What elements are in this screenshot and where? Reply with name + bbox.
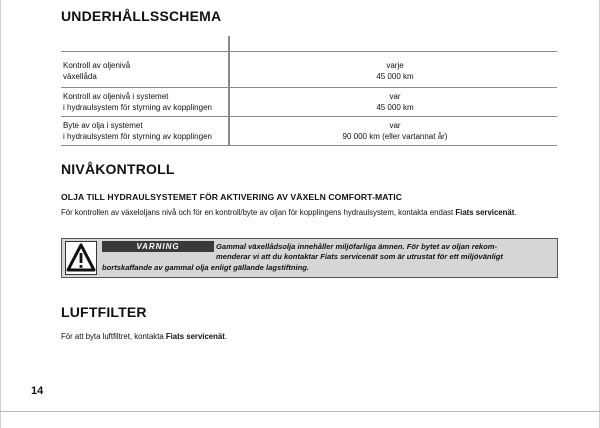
page-edge-bottom	[0, 411, 600, 412]
table-row	[63, 60, 223, 82]
maintenance-table	[61, 36, 557, 146]
table-row	[63, 120, 223, 142]
table-row-interval	[233, 91, 557, 113]
row-task-line: Kontroll av oljenivå i systemet	[63, 92, 169, 101]
warning-text-line: menderar vi att du kontaktar Fiats servicenät som är utrustat för ett miljövänligt	[216, 252, 503, 261]
level-title: NIVÅKONTROLL	[61, 161, 175, 177]
warning-label: VARNING	[102, 241, 214, 252]
warning-icon-frame	[65, 241, 97, 275]
table-rule-bottom	[61, 145, 557, 146]
row-interval-line: var	[389, 92, 401, 101]
level-body-end: .	[514, 208, 517, 217]
page-edge-left	[0, 0, 1, 428]
schedule-title: UNDERHÅLLSSCHEMA	[61, 8, 222, 24]
warning-text-line: Gammal växellådsolja innehåller miljöfarliga ämnen. För bytet av oljan rekom-	[216, 242, 498, 251]
filter-title: LUFTFILTER	[61, 304, 147, 320]
level-subtitle: OLJA TILL HYDRAULSYSTEMET FÖR AKTIVERING AV VÄXELN COMFORT-MATIC	[61, 192, 403, 202]
row-interval-line: varje	[386, 61, 404, 70]
row-task-line: i hydraulsystem för styrning av kopplingen	[63, 103, 212, 112]
table-column-divider	[228, 36, 230, 146]
row-task-line: Kontroll av oljenivå	[63, 61, 131, 70]
row-interval-line: 45 000 km	[376, 72, 414, 81]
filter-body-end: .	[224, 332, 227, 341]
warning-triangle-icon	[66, 242, 96, 274]
warning-text-line: bortskaffande av gammal olja enligt gällande lagstiftning.	[102, 263, 310, 272]
table-row	[63, 91, 223, 113]
filter-body	[61, 331, 227, 342]
page-number: 14	[31, 385, 44, 397]
row-interval-line: var	[389, 121, 401, 130]
row-interval-line: 45 000 km	[376, 103, 414, 112]
row-task-line: växellåda	[63, 72, 97, 81]
table-row-interval	[233, 60, 557, 82]
table-rule-top	[61, 51, 557, 52]
level-body-bold: Fiats servicenät	[455, 208, 515, 217]
row-task-line: Byte av olja i systemet	[63, 121, 143, 130]
row-interval-line: 90 000 km (eller vartannat år)	[342, 132, 448, 141]
row-task-line: i hydraulsystem för styrning av kopplingen	[63, 132, 212, 141]
table-row-interval	[233, 120, 557, 142]
filter-body-bold: Fiats servicenät	[165, 332, 225, 341]
table-rule	[61, 87, 557, 88]
table-rule	[61, 116, 557, 117]
warning-box	[61, 238, 558, 278]
level-body-text: För kontrollen av växeloljans nivå och för en kontroll/byte av oljan för kopplingens hydraulsystem, kontakta endast	[61, 208, 456, 217]
level-body	[61, 207, 517, 218]
filter-body-text: För att byta luftfiltret, kontakta	[61, 332, 166, 341]
